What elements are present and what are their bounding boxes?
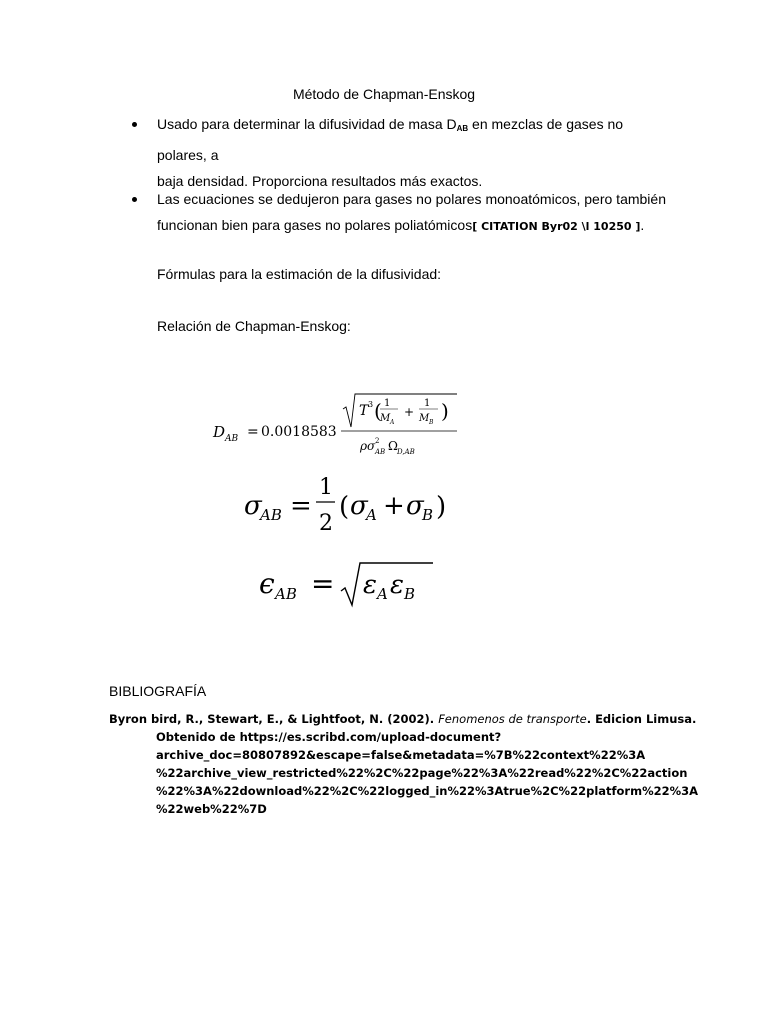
bib-url-line: archive_doc=80807892&escape=false&metadata=%7B%22context%22%3A [156, 748, 646, 762]
svg-text:=: = [311, 567, 335, 600]
svg-text:1: 1 [424, 398, 431, 409]
svg-text:σ: σ [406, 491, 424, 521]
equation-sigma-ab [240, 470, 460, 540]
subscript-ab: AB [456, 124, 469, 133]
svg-text:T: T [359, 403, 369, 419]
relation-heading: Relación de Chapman-Enskog: [157, 318, 351, 334]
svg-text:A: A [390, 419, 395, 426]
svg-text:1: 1 [384, 398, 391, 409]
svg-text:3: 3 [368, 400, 374, 409]
bullet-1-line-1: Usado para determinar la difusividad de masa $D_{AB}$ en mezclas de gases no polares, a [157, 116, 624, 163]
bib-url-line: %22web%22%7D [156, 802, 267, 816]
bib-line-1: Byron bird, R., Stewart, E., & Lightfoot, N. (2002). Fenomenos de transporte. Edicion Limusa. [109, 712, 697, 726]
svg-text:A: A [366, 506, 377, 524]
svg-text:ϵ: ϵ [259, 567, 275, 600]
bullet-1-text [157, 111, 657, 194]
citation-field: [ CITATION Byr02 \l 10250 ] [472, 220, 641, 233]
svg-text:): ) [436, 492, 447, 522]
svg-text:ε: ε [390, 570, 404, 600]
bib-url-line: %22archive_view_restricted%22%2C%22page%22%3A%22read%22%2C%22action [156, 766, 688, 780]
bullet-2-line-2: funcionan bien para gases no polares poliatómicos[ CITATION Byr02 \l 10250 ]. [157, 217, 645, 233]
bullet-dot [132, 122, 137, 127]
fraction-denominator: 2 [319, 511, 333, 536]
svg-text:AB: AB [275, 585, 297, 603]
svg-text:AB: AB [225, 434, 239, 444]
equation-epsilon-ab [255, 555, 445, 615]
bullet-1-line-2: baja densidad. Proporciona resultados más exactos. [157, 173, 483, 189]
svg-text:Ω: Ω [388, 439, 398, 453]
svg-text:+: + [383, 491, 405, 521]
bib-obtained: Obtenido de https://es.scribd.com/upload-document? [156, 730, 502, 744]
svg-text:M: M [419, 413, 430, 424]
svg-text:D,AB: D,AB [397, 448, 415, 456]
svg-text:B: B [422, 506, 434, 524]
svg-text:=: = [247, 424, 259, 440]
dab-coefficient: 0.0018583 [261, 424, 337, 440]
svg-text:(: ( [339, 492, 350, 522]
bibliography-entry [109, 710, 709, 818]
bullet-dot [132, 197, 137, 202]
svg-text:D: D [213, 423, 226, 441]
svg-text:AB: AB [375, 448, 386, 456]
svg-text:B: B [404, 585, 416, 603]
equation-dab [205, 385, 475, 460]
svg-text:A: A [377, 585, 388, 603]
fraction-numerator: 1 [319, 475, 333, 500]
svg-text:σ: σ [350, 491, 368, 521]
document-title: Método de Chapman-Enskog [292, 86, 476, 102]
svg-text:ε: ε [363, 570, 377, 600]
svg-text:B: B [429, 419, 434, 426]
svg-text:ρσ: ρσ [360, 439, 376, 453]
svg-text:): ) [441, 399, 449, 423]
bullet-2-text [157, 186, 677, 240]
bib-url-line: %22%3A%22download%22%2C%22logged_in%22%3Atrue%2C%22platform%22%3A [156, 784, 699, 798]
bullet-2-line-1: Las ecuaciones se dedujeron para gases no polares monoatómicos, pero también [157, 191, 666, 207]
formulas-heading: Fórmulas para la estimación de la difusividad: [157, 266, 442, 282]
svg-text:+: + [404, 405, 415, 419]
svg-text:σ: σ [244, 491, 262, 521]
svg-text:=: = [290, 491, 312, 521]
book-title: Fenomenos de transporte [438, 712, 587, 726]
bibliography-heading: BIBLIOGRAFÍA [109, 683, 207, 699]
svg-text:(: ( [374, 399, 382, 423]
svg-text:2: 2 [375, 437, 380, 445]
svg-text:M: M [380, 413, 391, 424]
svg-text:AB: AB [260, 506, 282, 524]
